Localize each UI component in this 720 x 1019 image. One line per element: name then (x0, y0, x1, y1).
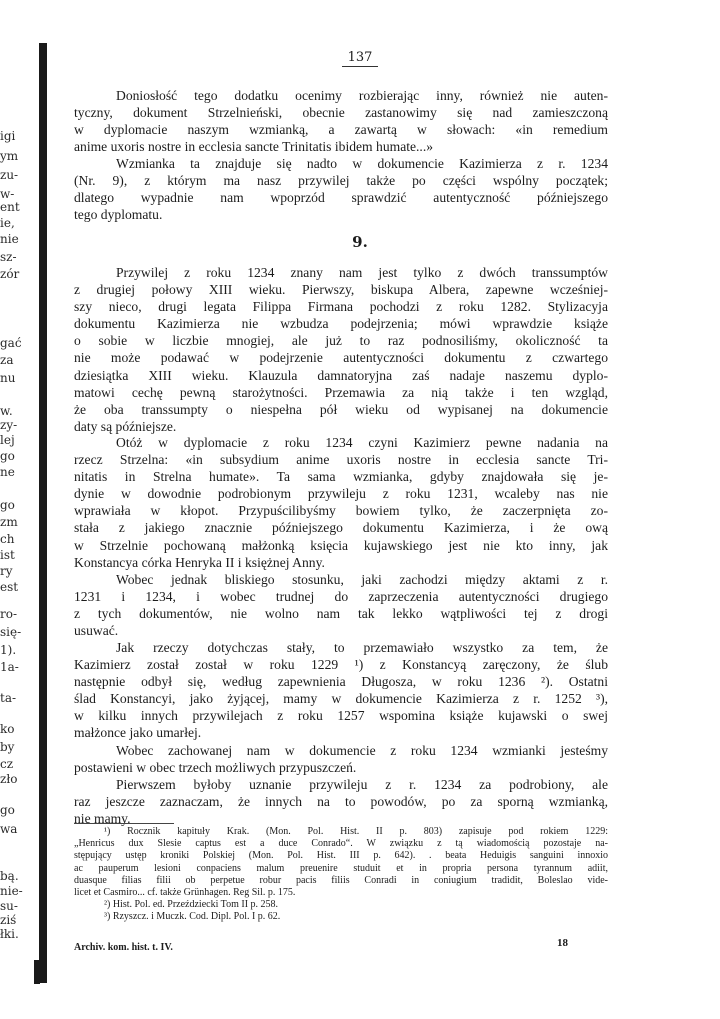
margin-fragment: cz (0, 757, 14, 771)
text-line: raz jeszcze zaznaczam, że innych na to powodów, po za sporną wzmianką, (74, 794, 608, 810)
margin-fragment: ta- (0, 691, 17, 705)
margin-fragment: ym (0, 149, 19, 163)
margin-fragment: zór (0, 267, 20, 281)
text-line: w kilku innych przywilejach z roku 1257 wspomina książe kujawski o swej (74, 708, 608, 724)
margin-fragment: ro- (0, 607, 18, 621)
footnote-line: licet et Casmiro... cf. także Grünhagen. Reg Sil. p. 175. (74, 886, 296, 898)
text-line: w Strzelnie pochowaną małżonką księcia kujawskiego jest nie kto inny, jak (74, 537, 608, 553)
text-line: tyczny, dokument Strzelnieński, obecnie zastanowimy się nad zamieszczoną (74, 105, 608, 121)
paragraph-8 (74, 776, 608, 827)
page-number: 137 (0, 50, 720, 67)
text-line: następnie odbył się, według zapewnienia Długosza, w roku 1236 ²). Ostatni (74, 674, 608, 690)
text-line: Konstancya córka Henryka II i księżnej Anny. (74, 554, 325, 570)
paragraph-1 (74, 87, 608, 155)
margin-fragment: się- (0, 625, 22, 639)
margin-fragment: zm (0, 515, 18, 529)
footnote-line: ac pauperum lesioni conpaciens malum preuenire studuit et in propria persona tyrannum adiit, (74, 862, 608, 874)
text-line: z drugiej połowy XIII wieku. Pierwszy, biskupa Albera, zapewne wcześniej- (74, 282, 608, 298)
text-line: małżonce jako umarłej. (74, 725, 202, 741)
margin-fragment: nie (0, 232, 19, 246)
footnote-line: ²) Hist. Pol. ed. Przeździecki Tom II p. 258. (104, 899, 279, 911)
footnote-line: stępujący ustęp kroniki Polskiej (Mon. Pol. Hist. III p. 642). . beata Heduigis sanguini innoxio (74, 850, 608, 862)
footnote-line: ³) Rzyszcz. i Muczk. Cod. Dipl. Pol. I p. 62. (104, 911, 281, 923)
text-line: matowi cechę pewną starożytności. Przemawia za nią także i ten wzgląd, (74, 384, 608, 400)
text-line: anime uxoris nostre in ecclesia sancte Trinitatis ibidem humate...» (74, 139, 434, 155)
margin-fragment: zło (0, 772, 18, 786)
margin-fragment: ne (0, 465, 15, 479)
text-line: o sobie w liczbie mnogiej, ale już to raz podnosiliśmy, okoliczność ta (74, 333, 608, 349)
margin-fragment: lej (0, 433, 15, 447)
margin-fragment: 1a- (0, 660, 19, 674)
margin-fragment: nie- (0, 884, 23, 898)
text-line: dokumentu Kazimierza nie wzbudza podejrzenia; mówi wprawdzie książe (74, 316, 608, 332)
margin-fragment: zu- (0, 168, 19, 182)
margin-fragment: ziś (0, 913, 17, 927)
margin-fragment: ist (0, 548, 15, 562)
margin-fragment: go (0, 449, 15, 463)
footnote-rule (74, 823, 174, 824)
text-line: z tych dokumentów, nie wolno nam tak lekko wątpliwości tej z drogi (74, 606, 608, 622)
text-line: dlatego wypadnie nam wpoprzód sprawdzić autentyczność późniejszego (74, 190, 608, 206)
margin-fragment: wa (0, 822, 18, 836)
text-line: nitatis in Strelna humate». Ta sama wzmianka, gdyby znajdowała się je- (74, 469, 608, 485)
text-line: Otóż w dyplomacie z roku 1234 czyni Kazimierz pewne nadania na (116, 435, 608, 450)
text-line: Pierwszem byłoby uznanie przywileju z r. 1234 za podrobiony, ale (116, 777, 608, 792)
margin-fragment: ch (0, 532, 15, 546)
text-line: stała z jakiego znacznie późniejszego dokumentu Kazimierza, i że ową (74, 520, 608, 536)
footnotes (74, 826, 608, 924)
margin-fragment: su- (0, 899, 18, 913)
margin-fragment: gać (0, 336, 22, 350)
margin-fragment: by (0, 740, 15, 754)
text-line: Wobec zachowanej nam w dokumencie z roku 1234 wzmianki jesteśmy (116, 743, 608, 758)
paragraph-3 (74, 264, 608, 435)
text-line: Przywilej z roku 1234 znany nam jest tylko z dwóch transsumptów (116, 265, 608, 280)
text-line: dynie w dowodnie podrobionym przywileju z roku 1231, wcaleby nas nie (74, 486, 608, 502)
text-line: daty są późniejsze. (74, 418, 177, 434)
paragraph-4 (74, 434, 608, 571)
text-line: w dyplomacie naszym wzmianką, a zawartą w słowach: «in remedium (74, 122, 608, 138)
text-line: Jak rzeczy dotychczas stały, to przemawiało wszystko za tem, że (116, 640, 608, 655)
paragraph-5 (74, 571, 608, 639)
margin-fragment: ko (0, 722, 15, 736)
text-line: 1231 i 1234, i wobec trudnej do zaprzeczenia autentyczności drugiego (74, 589, 608, 605)
text-line: Doniosłość tego dodatku ocenimy rozbierając inny, również nie auten- (116, 88, 608, 103)
margin-fragment: w- (0, 187, 15, 201)
text-line: wprawiała w kłopot. Przypuścilibyśmy bowiem tylko, że zaczerpnięta zo- (74, 503, 608, 519)
text-line: usuwać. (74, 623, 119, 639)
text-line: że oba transsumpty o niespełna pół wieku od wypisanej na dokumencie (74, 401, 608, 417)
footnote-line: ¹) Rocznik kapituły Krak. (Mon. Pol. Hist. II p. 803) zapisuje pod rokiem 1229: (104, 826, 608, 837)
text-line: tego dyplomatu. (74, 207, 163, 223)
margin-fragment: łki. (0, 927, 19, 941)
margin-fragment: za (0, 353, 14, 367)
text-line: Wzmianka ta znajduje się nadto w dokumencie Kazimierza z r. 1234 (116, 156, 608, 171)
margin-fragment: ent (0, 200, 20, 214)
margin-fragment: ie, (0, 216, 15, 230)
margin-fragment: nu (0, 371, 16, 385)
margin-fragment: sz- (0, 250, 17, 264)
page-spine-shadow (39, 43, 47, 983)
section-number: 9. (352, 233, 368, 251)
footnote-line: „Henricus dux Slesie captus est a duce Conrado“. W związku z tą wiadomością pozostaje na- (74, 838, 608, 850)
margin-fragment: go (0, 803, 15, 817)
margin-fragment: bą. (0, 869, 19, 883)
text-line: nie mamy. (74, 811, 131, 827)
text-line: postawieni w obec trzech możliwych przypuszczeń. (74, 760, 357, 776)
margin-fragment: w. (0, 404, 13, 418)
text-line: Kazimierz został został w roku 1229 ¹) z Konstancyą zaręczony, że ślub (74, 657, 608, 673)
paragraph-7 (74, 742, 608, 776)
margin-fragment: 1). (0, 643, 17, 657)
text-line: (Nr. 9), z którym ma nasz przywilej także po części wspólny początek; (74, 173, 608, 189)
footnote-line: duasque filias filii ob perpetue robur pacis filiis Conradi in coniugium tradidit, Boleslao vide- (74, 874, 608, 886)
margin-fragment: go (0, 498, 15, 512)
footer-signature: Archiv. kom. hist. t. IV. (74, 942, 173, 953)
paragraph-2 (74, 155, 608, 223)
text-line: Wobec jednak bliskiego stosunku, jaki zachodzi między aktami z r. (116, 572, 608, 587)
text-line: dziesiątka XIII wieku. Klauzula damnatoryjna zaś nadaje naszemu dyplo- (74, 367, 608, 383)
margin-fragment: zy- (0, 418, 18, 432)
margin-fragment: est (0, 580, 19, 594)
text-line: szy nieco, drugi legata Filippa Firmana pochodzi z roku 1282. Stylizacyja (74, 299, 608, 315)
text-line: nie może podawać w podejrzenie autentyczności dokumentu z czwartego (74, 350, 608, 366)
paragraph-6 (74, 639, 608, 742)
text-line: rzecz Strzelna: «in subsydium anime uxoris nostre in ecclesia sancte Tri- (74, 452, 608, 468)
margin-fragment: igi (0, 129, 16, 143)
sheet-number: 18 (557, 937, 568, 949)
margin-fragment: ry (0, 564, 13, 578)
text-line: ślad Konstancyi, jako żyjącej, mamy w dokumencie Kazimierza z r. 1252 ³), (74, 691, 608, 707)
page-spine-tip (34, 960, 40, 984)
